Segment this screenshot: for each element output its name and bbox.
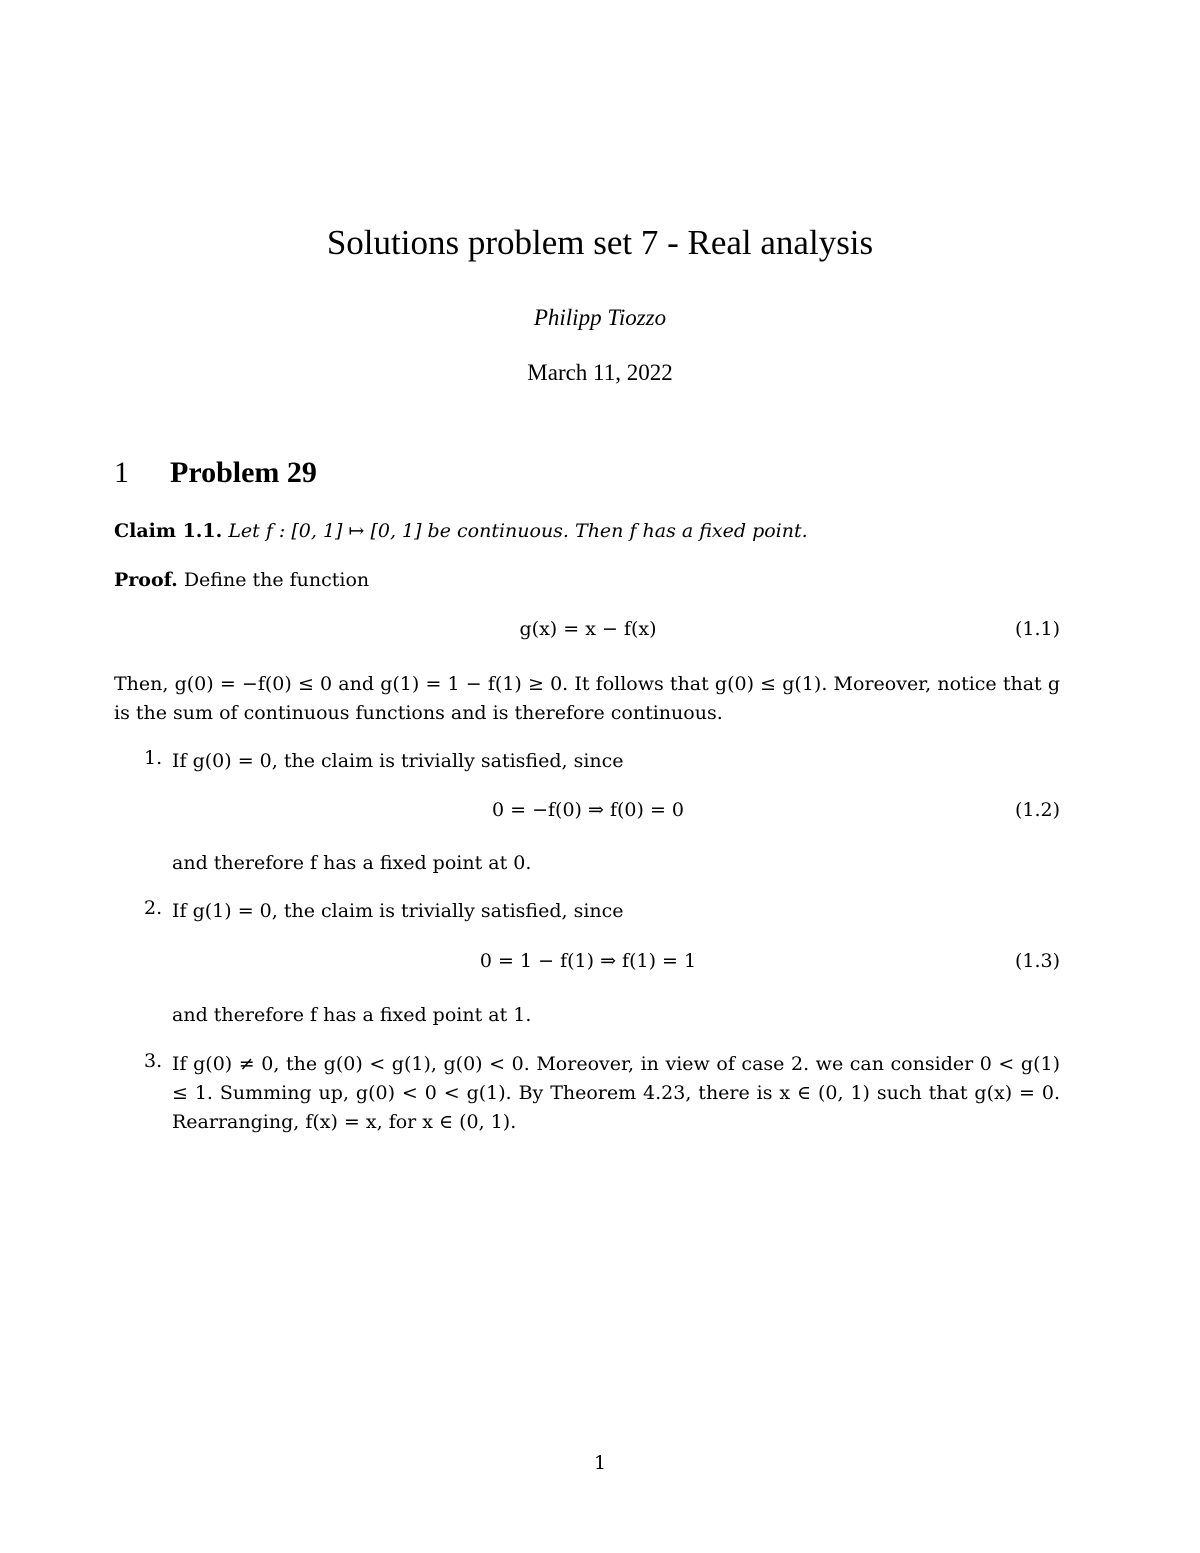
paragraph-then: Then, g(0) = −f(0) ≤ 0 and g(1) = 1 − f(1) ≥ 0. It follows that g(0) ≤ g(1). Moreover, notice that g is the sum of continuous functions and is therefore continuous.	[114, 673, 1060, 724]
section-heading	[114, 456, 317, 490]
claim-label: Claim 1.1.	[114, 520, 223, 542]
list-item-number-1: 1.	[144, 747, 163, 769]
document-title: Solutions problem set 7 - Real analysis	[326, 223, 874, 262]
claim-text: Let f : [0, 1] ↦ [0, 1] be continuous. Then f has a fixed point.	[228, 520, 808, 542]
proof-intro-text: Define the function	[183, 569, 370, 591]
equation-number-1-3: (1.3)	[1014, 950, 1060, 972]
equation-1-2: 0 = −f(0) ⇒ f(0) = 0	[492, 799, 684, 821]
author-name: Philipp Tiozzo	[533, 305, 667, 330]
proof-intro	[114, 566, 1060, 595]
equation-1-1: g(x) = x − f(x)	[519, 618, 657, 640]
list-item-1-after: and therefore f has a fixed point at 0.	[172, 852, 532, 874]
list-item-1-text: If g(0) = 0, the claim is trivially satisfied, since	[172, 750, 624, 772]
equation-number-1-2: (1.2)	[1014, 799, 1060, 821]
equation-number-1-1: (1.1)	[1014, 618, 1060, 640]
list-item-number-3: 3.	[144, 1050, 163, 1072]
list-item-number-2: 2.	[144, 897, 163, 919]
equation-1-3: 0 = 1 − f(1) ⇒ f(1) = 1	[479, 950, 697, 972]
document-date: March 11, 2022	[527, 360, 673, 385]
claim	[114, 517, 1060, 546]
list-item-3-text: If g(0) ≠ 0, the g(0) < g(1), g(0) < 0. Moreover, in view of case 2. we can consider 0 < g(1) ≤ 1. Summing up, g(0) < 0 < g(1). By Theorem 4.23, there is x ∈ (0, 1) such that g(x) = 0. Rearranging, f(x) = x, for x ∈ (0, 1).	[172, 1053, 1060, 1133]
section-title: Problem 29	[170, 456, 317, 489]
proof-label: Proof.	[114, 569, 178, 591]
list-item-2-text: If g(1) = 0, the claim is trivially satisfied, since	[172, 900, 624, 922]
list-item-2-after: and therefore f has a fixed point at 1.	[172, 1004, 532, 1026]
section-number: 1	[114, 456, 129, 489]
page-number: 1	[593, 1452, 607, 1474]
